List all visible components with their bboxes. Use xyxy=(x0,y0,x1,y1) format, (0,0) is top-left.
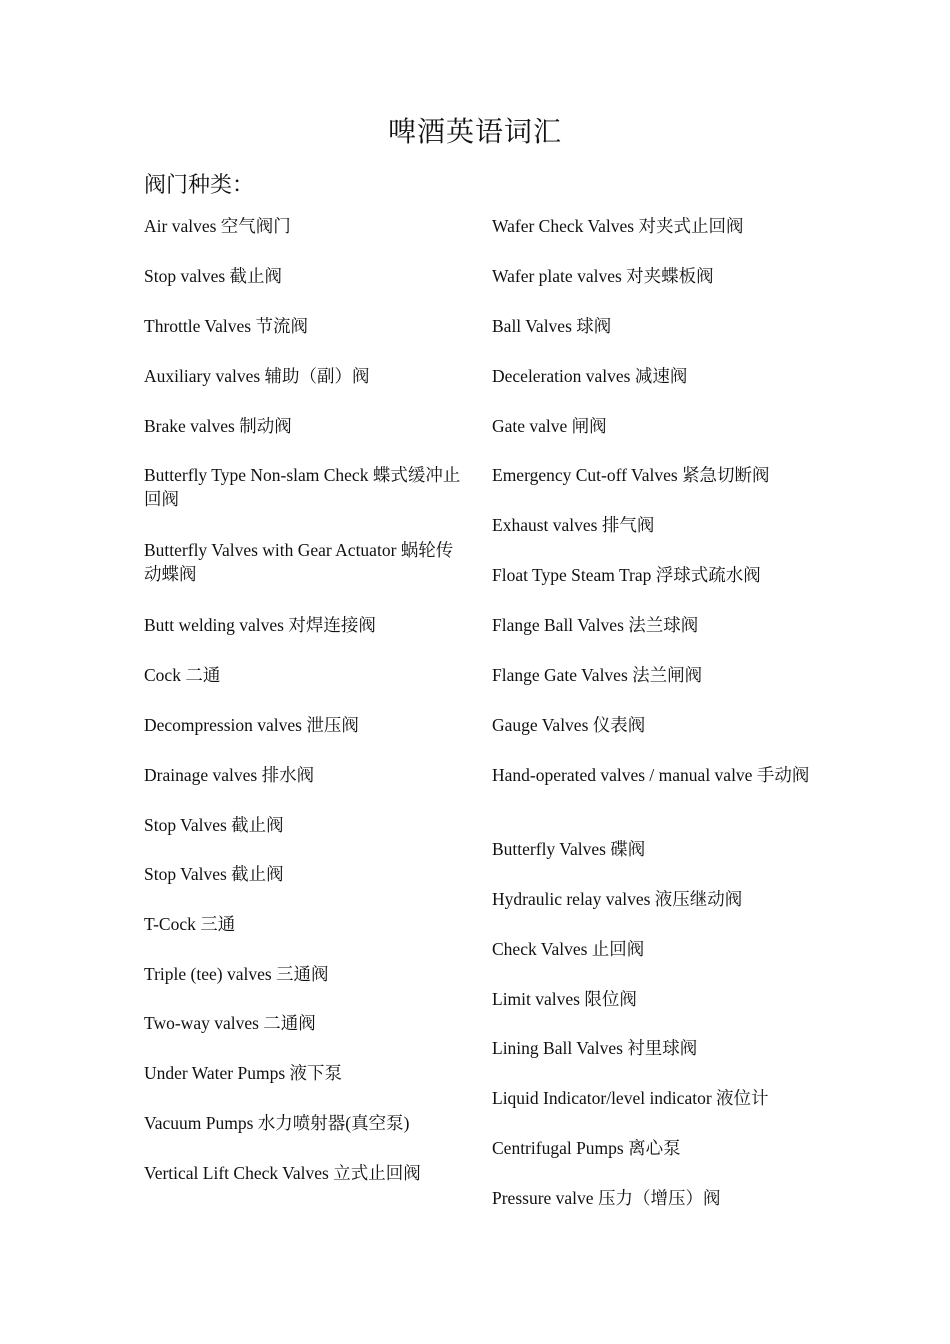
list-item: Wafer plate valves 对夹蝶板阀 xyxy=(492,266,714,286)
list-item: Throttle Valves 节流阀 xyxy=(144,316,308,336)
list-item: Butterfly Valves 碟阀 xyxy=(492,839,646,859)
list-item: Butterfly Valves with Gear Actuator 蜗轮传动蝶阀 xyxy=(144,540,454,584)
list-item: Wafer Check Valves 对夹式止回阀 xyxy=(492,216,744,236)
list-item: Brake valves 制动阀 xyxy=(144,416,292,436)
list-item: Air valves 空气阀门 xyxy=(144,216,291,236)
list-item: Hand-operated valves / manual valve 手动阀 xyxy=(492,765,810,785)
list-item: Flange Gate Valves 法兰闸阀 xyxy=(492,665,703,685)
list-item: Vertical Lift Check Valves 立式止回阀 xyxy=(144,1163,421,1183)
list-item: Flange Ball Valves 法兰球阀 xyxy=(492,615,699,635)
list-item: Butt welding valves 对焊连接阀 xyxy=(144,615,376,635)
list-item: Stop Valves 截止阀 xyxy=(144,864,284,884)
list-item: Float Type Steam Trap 浮球式疏水阀 xyxy=(492,565,761,585)
page-title: 啤酒英语词汇 xyxy=(387,117,562,148)
list-item: Decompression valves 泄压阀 xyxy=(144,715,359,735)
list-item: Gauge Valves 仪表阀 xyxy=(492,715,646,735)
list-item: Lining Ball Valves 衬里球阀 xyxy=(492,1038,698,1058)
list-item: Stop Valves 截止阀 xyxy=(144,815,284,835)
list-item: Gate valve 闸阀 xyxy=(492,416,607,436)
list-item: Drainage valves 排水阀 xyxy=(144,765,315,785)
section-heading: 阀门种类： xyxy=(144,172,255,197)
list-item: Auxiliary valves 辅助（副）阀 xyxy=(144,366,370,386)
list-item: Two-way valves 二通阀 xyxy=(144,1013,316,1033)
list-item: Triple (tee) valves 三通阀 xyxy=(144,964,329,984)
list-item: Liquid Indicator/level indicator 液位计 xyxy=(492,1088,769,1108)
list-item: Check Valves 止回阀 xyxy=(492,939,645,959)
list-item: Vacuum Pumps 水力喷射器(真空泵) xyxy=(144,1113,410,1133)
list-item: Pressure valve 压力（增压）阀 xyxy=(492,1188,721,1208)
list-item: Ball Valves 球阀 xyxy=(492,316,612,336)
list-item: T-Cock 三通 xyxy=(144,914,236,934)
list-item: Emergency Cut-off Valves 紧急切断阀 xyxy=(492,465,770,485)
list-item: Centrifugal Pumps 离心泵 xyxy=(492,1138,681,1158)
list-item: Exhaust valves 排气阀 xyxy=(492,515,655,535)
list-item: Butterfly Type Non-slam Check 蝶式缓冲止回阀 xyxy=(144,465,461,509)
list-item: Cock 二通 xyxy=(144,665,221,685)
list-item: Hydraulic relay valves 液压继动阀 xyxy=(492,889,743,909)
list-item: Under Water Pumps 液下泵 xyxy=(144,1063,343,1083)
list-item: Limit valves 限位阀 xyxy=(492,989,637,1009)
list-item: Deceleration valves 减速阀 xyxy=(492,366,688,386)
list-item: Stop valves 截止阀 xyxy=(144,266,283,286)
